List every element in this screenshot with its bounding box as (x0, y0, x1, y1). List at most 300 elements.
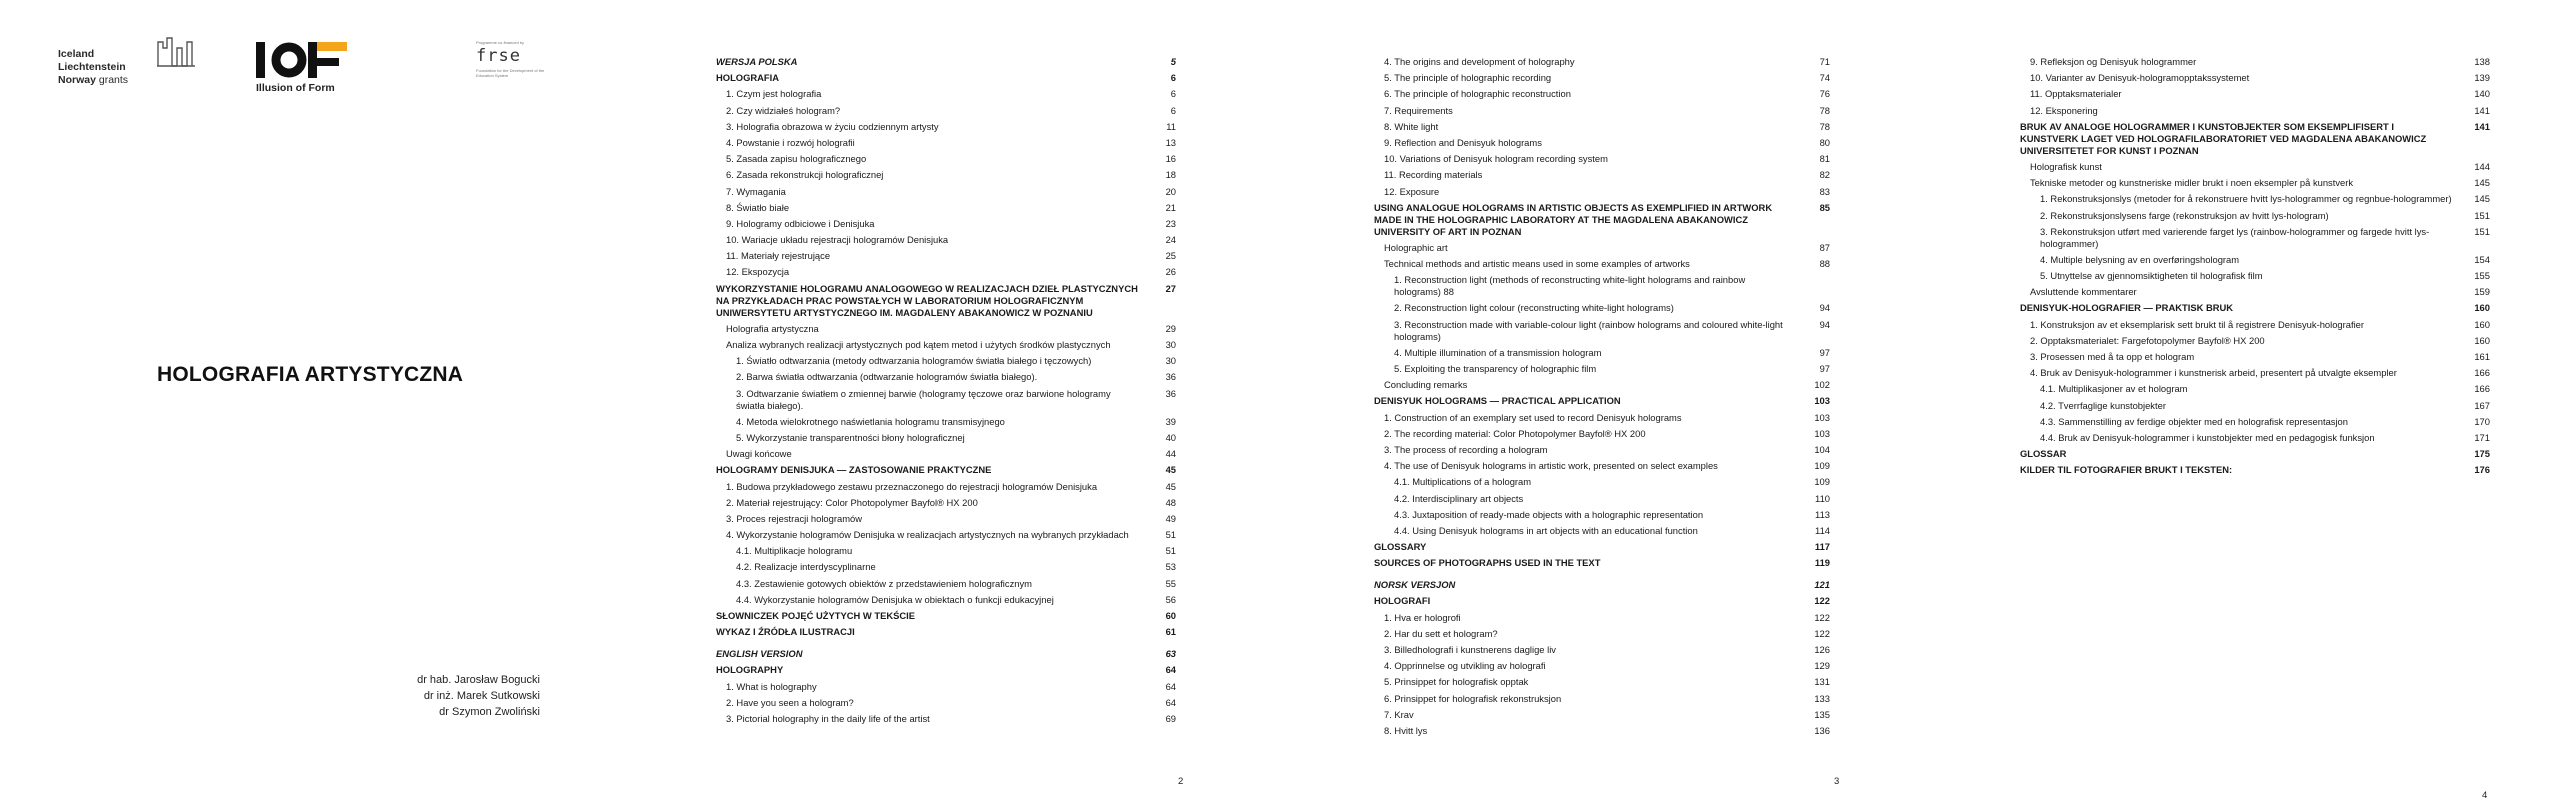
toc-entry-page: 64 (1165, 664, 1176, 676)
toc-entry-page: 145 (2474, 177, 2490, 189)
toc-entry (716, 323, 1176, 335)
toc-section-heading (716, 56, 1176, 68)
toc-entry-page: 36 (1165, 371, 1176, 383)
toc-entry-page: 121 (1814, 579, 1830, 591)
toc-entry (716, 169, 1176, 181)
author-1: dr hab. Jarosław Bogucki (417, 674, 540, 686)
toc-entry-title: 3. Proces rejestracji hologramów (726, 512, 862, 524)
toc-entry-page: 151 (2474, 225, 2490, 237)
toc-entry-page: 36 (1165, 387, 1176, 399)
toc-entry-title: Holographic art (1384, 241, 1448, 253)
toc-entry-title: 4.2. Realizacje interdyscyplinarne (736, 561, 876, 573)
toc-entry-title: 8. White light (1384, 120, 1439, 132)
toc-entry-title: 4. Metoda wielokrotnego naświetlania hologramu transmisyjnego (736, 415, 1005, 427)
toc-entry-page: 97 (1819, 346, 1830, 358)
toc-entry (2020, 367, 2490, 379)
toc-entry-page: 133 (1814, 692, 1830, 704)
toc-entry-page: 48 (1165, 496, 1176, 508)
toc-entry-page: 160 (2474, 318, 2490, 330)
toc-entry-page: 74 (1819, 72, 1830, 84)
toc-entry-page: 6 (1170, 72, 1176, 84)
toc-entry-title: 1. Reconstruction light (methods of reconstructing white-light holograms and rainbow holograms) 88 (1394, 274, 1746, 298)
toc-entry-page: 60 (1165, 610, 1176, 621)
toc-entry-title: 3. Rekonstruksjon utført med varierende farget lys (rainbow-hologrammer og fargede hvitt lys-hologrammer) (2040, 225, 2430, 249)
toc-entry (716, 202, 1176, 214)
toc-entry-title: 4. Wykorzystanie hologramów Denisjuka w realizacjach artystycznych na wybranych przykładach (726, 529, 1129, 541)
toc-section-heading (1374, 202, 1830, 238)
toc-entry (716, 432, 1176, 444)
toc-entry-title: 4.1. Multiplications of a hologram (1394, 476, 1532, 488)
frse-mark: frse (476, 46, 521, 66)
toc-entry (1374, 476, 1830, 488)
toc-entry-title: SŁOWNICZEK POJĘĆ UŻYTYCH W TEKŚCIE (716, 610, 915, 621)
toc-entry-title: 4.1. Multiplikacje hologramu (736, 545, 853, 557)
toc-entry (2020, 161, 2490, 173)
toc-entry (2020, 193, 2490, 205)
toc-entry (2020, 383, 2490, 395)
toc-entry-title: HOLOGRAFIA (716, 72, 780, 84)
toc-entry-page: 6 (1170, 104, 1176, 116)
toc-entry (2020, 105, 2490, 117)
toc-entry-title: USING ANALOGUE HOLOGRAMS IN ARTISTIC OBJECTS AS EXEMPLIFIED IN ARTWORK MADE IN THE HOLOGRAPHIC LABORATORY AT THE MAGDALENA ABAKANOWICZ UNIVERSITY OF ART IN POZNAN (1374, 201, 1773, 237)
toc-entry (1374, 258, 1830, 270)
toc-entry-title: 4.2. Tverrfaglige kunstobjekter (2040, 399, 2166, 411)
toc-entry (716, 388, 1176, 412)
toc-entry-page: 102 (1814, 379, 1830, 391)
author-2: dr inż. Marek Sutkowski (423, 690, 540, 702)
toc-entry-title: Avsluttende kommentarer (2030, 286, 2137, 298)
toc-entry (716, 121, 1176, 133)
toc-section-heading (1374, 579, 1830, 591)
toc-entry (716, 339, 1176, 351)
toc-entry-page: 154 (2474, 253, 2490, 265)
toc-entry-title: 4.2. Interdisciplinary art objects (1394, 492, 1524, 504)
toc-entry (716, 594, 1176, 606)
toc-entry-title: 2. Reconstruction light colour (reconstructing white-light holograms) (1394, 302, 1674, 314)
toc-entry (716, 371, 1176, 383)
toc-entry (1374, 347, 1830, 359)
toc-entry (1374, 186, 1830, 198)
toc-entry (1374, 379, 1830, 391)
toc-entry (2020, 88, 2490, 100)
toc-entry-title: 1. Hva er hologrofi (1384, 611, 1461, 623)
toc-entry-title: 1. Construction of an exemplary set used to record Denisyuk holograms (1384, 411, 1682, 423)
toc-entry-title: 11. Recording materials (1384, 169, 1483, 181)
authors-list (417, 672, 540, 720)
toc-entry (1374, 105, 1830, 117)
toc-entry-title: 2. Materiał rejestrujący: Color Photopolymer Bayfol® HX 200 (726, 496, 978, 508)
toc-entry-page: 94 (1819, 318, 1830, 330)
toc-entry-title: 5. Utnyttelse av gjennomsiktigheten til holografisk film (2040, 270, 2263, 282)
toc-entry-title: 3. The process of recording a hologram (1384, 443, 1548, 455)
toc-entry (716, 186, 1176, 198)
toc-section-heading (2020, 448, 2490, 460)
toc-entry-page: 145 (2474, 193, 2490, 205)
cover-page (0, 0, 690, 808)
toc-entry-title: 8. Światło białe (726, 201, 790, 213)
toc-list (1374, 56, 1830, 741)
toc-entry (1374, 153, 1830, 165)
page-number: 2 (1178, 776, 1184, 787)
toc-entry-title: 4. The use of Denisyuk holograms in artistic work, presented on select examples (1384, 460, 1718, 472)
toc-entry-page: 82 (1819, 169, 1830, 181)
toc-entry-page: 103 (1814, 427, 1830, 439)
toc-entry-page: 109 (1814, 460, 1830, 472)
toc-entry-title: 11. Opptaksmaterialer (2030, 88, 2122, 100)
toc-entry (716, 513, 1176, 525)
toc-entry-page: 110 (1815, 492, 1830, 504)
toc-entry-title: NORSK VERSJON (1374, 579, 1456, 591)
toc-entry-page: 49 (1165, 512, 1176, 524)
toc-entry-title: 1. Światło odtwarzania (metody odtwarzania hologramów światła białego i tęczowych) (736, 355, 1092, 367)
toc-entry-page: 44 (1165, 448, 1176, 460)
toc-entry-title: 7. Krav (1384, 708, 1414, 720)
toc-entry (716, 218, 1176, 230)
toc-entry-title: 2. Czy widziałeś hologram? (726, 104, 841, 116)
toc-entry-page: 13 (1165, 136, 1176, 148)
toc-entry-title: 4.3. Sammenstilling av ferdige objekter med en holografisk representasjon (2040, 415, 2348, 427)
toc-entry-title: 4. Powstanie i rozwój holografii (726, 136, 855, 148)
toc-entry-title: 4. Multiple belysning av en overføringshologram (2040, 253, 2240, 265)
toc-entry (1374, 660, 1830, 672)
eea-line-grants: grants (98, 74, 129, 86)
toc-entry (1374, 169, 1830, 181)
toc-entry-title: 7. Wymagania (726, 185, 786, 197)
toc-entry (716, 697, 1176, 709)
toc-entry-title: 3. Prosessen med å ta opp et hologram (2030, 351, 2195, 362)
toc-entry-page: 85 (1819, 201, 1830, 213)
frse-caption: Programme co-financed by (476, 40, 525, 45)
sponsor-logos (58, 34, 558, 104)
toc-entry-page: 87 (1819, 241, 1830, 253)
toc-entry-title: 8. Hvitt lys (1384, 724, 1428, 736)
toc-entry-page: 71 (1819, 56, 1830, 67)
toc-entry-title: Technical methods and artistic means used in some examples of artworks (1384, 258, 1690, 270)
toc-entry-page: 16 (1165, 153, 1176, 165)
toc-entry-page: 30 (1165, 355, 1176, 367)
toc-entry (716, 545, 1176, 557)
toc-entry-page: 27 (1165, 282, 1176, 294)
toc-entry (2020, 270, 2490, 282)
frse-subtitle: Foundation for the Development of the Education System (476, 68, 545, 78)
toc-entry (1374, 274, 1830, 298)
toc-entry-page: 139 (2474, 72, 2490, 84)
toc-entry-page: 138 (2474, 56, 2490, 67)
toc-entry (1374, 676, 1830, 688)
toc-entry (716, 578, 1176, 590)
toc-section-heading (716, 464, 1176, 476)
toc-entry-title: 3. Reconstruction made with variable-colour light (rainbow holograms and coloured white-light holograms) (1394, 318, 1783, 342)
toc-section-heading (1374, 557, 1830, 569)
toc-entry-page: 45 (1165, 480, 1176, 492)
toc-entry-title: SOURCES OF PHOTOGRAPHS USED IN THE TEXT (1374, 557, 1601, 569)
toc-entry-page: 94 (1819, 302, 1830, 314)
toc-entry (1374, 88, 1830, 100)
toc-entry-page: 135 (1814, 708, 1830, 720)
toc-entry (1374, 56, 1830, 68)
frse-logo (476, 40, 546, 91)
toc-entry-page: 136 (1814, 724, 1830, 736)
toc-entry-page: 23 (1165, 217, 1176, 229)
toc-entry-page: 117 (1814, 541, 1830, 553)
toc-entry (2020, 400, 2490, 412)
toc-entry-page: 11 (1166, 120, 1176, 132)
toc-entry-title: 3. Pictorial holography in the daily life of the artist (726, 712, 930, 724)
toc-entry (1374, 444, 1830, 456)
toc-entry-title: 6. Prinsippet for holografisk rekonstruksjon (1384, 692, 1562, 704)
toc-entry (716, 105, 1176, 117)
toc-entry-title: 2. Opptaksmaterialet: Fargefotopolymer Bayfol® HX 200 (2030, 334, 2265, 346)
toc-entry-title: 3. Odtwarzanie światłem o zmiennej barwie (hologramy tęczowe oraz barwione hologramy światła białego). (736, 387, 1111, 411)
toc-entry-page: 140 (2474, 88, 2490, 100)
toc-entry-page: 80 (1819, 136, 1830, 148)
toc-entry (2020, 351, 2490, 363)
toc-entry (1374, 725, 1830, 737)
toc-entry (2020, 210, 2490, 222)
toc-entry (1374, 644, 1830, 656)
toc-entry (716, 416, 1176, 428)
toc-entry-title: 7. Requirements (1384, 104, 1453, 116)
toc-entry-page: 113 (1815, 508, 1830, 520)
toc-entry (1374, 428, 1830, 440)
toc-entry-page: 51 (1165, 545, 1176, 557)
toc-entry-page: 53 (1165, 561, 1176, 573)
toc-entry-title: 9. Reflection and Denisyuk holograms (1384, 136, 1542, 148)
toc-entry-title: 2. Har du sett et hologram? (1384, 627, 1498, 639)
toc-entry (1374, 628, 1830, 640)
toc-entry-page: 126 (1814, 644, 1830, 655)
toc-entry-title: 4. The origins and development of holography (1384, 56, 1575, 67)
toc-entry-title: GLOSSAR (2020, 448, 2067, 460)
toc-entry (1374, 302, 1830, 314)
toc-entry (1374, 121, 1830, 133)
toc-entry (2020, 72, 2490, 84)
toc-entry-title: 10. Varianter av Denisyuk-hologramopptakssystemet (2030, 72, 2250, 84)
iof-mark-icon (256, 42, 352, 80)
toc-entry-title: 1. Konstruksjon av et eksemplarisk sett brukt til å registrere Denisyuk-holografier (2030, 318, 2364, 330)
illusion-of-form-logo (256, 42, 366, 102)
toc-section-heading (716, 610, 1176, 622)
toc-entry-title: 5. Wykorzystanie transparentności błony holograficznej (736, 431, 965, 443)
toc-entry (716, 137, 1176, 149)
toc-entry-page: 151 (2474, 209, 2490, 221)
toc-entry-title: 4.1. Multiplikasjoner av et hologram (2040, 383, 2188, 395)
page-number: 4 (2482, 790, 2488, 801)
author-3: dr Szymon Zwoliński (439, 706, 540, 718)
toc-entry-page: 30 (1165, 339, 1176, 350)
iof-label: Illusion of Form (256, 82, 335, 94)
toc-page-4 (2020, 0, 2550, 808)
toc-section-heading (716, 283, 1176, 319)
toc-entry (716, 497, 1176, 509)
toc-entry (716, 713, 1176, 725)
toc-entry-page: 167 (2474, 399, 2490, 411)
toc-entry-page: 160 (2474, 334, 2490, 346)
toc-entry-page: 18 (1165, 169, 1176, 181)
toc-entry-page: 176 (2474, 464, 2490, 476)
toc-entry-title: 4. Bruk av Denisyuk-hologrammer i kunstnerisk arbeid, presentert på utvalgte eksempler (2030, 367, 2397, 379)
toc-entry-page: 81 (1819, 153, 1830, 165)
toc-entry-title: 5. The principle of holographic recording (1384, 72, 1552, 84)
toc-entry-page: 141 (2474, 104, 2490, 116)
toc-entry-title: 4.3. Zestawienie gotowych obiektów z przedstawieniem holograficznym (736, 577, 1032, 589)
toc-entry-title: Analiza wybranych realizacji artystycznych pod kątem metod i użytych środków plastycznych (726, 339, 1111, 350)
toc-entry (716, 561, 1176, 573)
toc-entry-title: HOLOGRAFI (1374, 595, 1431, 607)
toc-entry-title: 3. Billedholografi i kunstnerens daglige liv (1384, 644, 1556, 655)
toc-entry-page: 64 (1165, 680, 1176, 692)
toc-section-heading (1374, 395, 1830, 407)
toc-entry-title: DENISYUK HOLOGRAMS — PRACTICAL APPLICATION (1374, 395, 1621, 407)
toc-entry-title: 9. Hologramy odbiciowe i Denisjuka (726, 217, 875, 229)
eea-line-liechtenstein: Liechtenstein (58, 61, 126, 73)
toc-entry (2020, 319, 2490, 331)
toc-entry (716, 88, 1176, 100)
toc-entry-title: 5. Zasada zapisu holograficznego (726, 153, 867, 165)
toc-entry (1374, 612, 1830, 624)
toc-entry-page: 122 (1814, 611, 1830, 623)
toc-entry (716, 234, 1176, 246)
cover-title: HOLOGRAFIA ARTYSTYCZNA (157, 363, 464, 386)
toc-entry-page: 26 (1165, 266, 1176, 278)
toc-entry (1374, 525, 1830, 537)
toc-entry-page: 166 (2474, 383, 2490, 395)
toc-entry-page: 160 (2474, 302, 2490, 314)
eea-line-norway: Norway (58, 74, 96, 86)
toc-entry-title: 11. Materiały rejestrujące (726, 250, 831, 262)
toc-entry-page: 24 (1165, 234, 1176, 246)
toc-entry-page: 170 (2474, 415, 2490, 427)
toc-page-3 (1360, 0, 1940, 808)
toc-section-heading (2020, 121, 2490, 157)
toc-entry-title: 6. The principle of holographic reconstruction (1384, 88, 1571, 100)
toc-entry-page: 155 (2474, 270, 2490, 282)
toc-entry-title: 6. Zasada rekonstrukcji holograficznej (726, 169, 884, 181)
toc-entry-title: HOLOGRAPHY (716, 664, 784, 676)
toc-section-heading (716, 626, 1176, 638)
toc-entry-page: 141 (2474, 120, 2490, 132)
toc-entry (2020, 226, 2490, 250)
toc-entry-title: WYKORZYSTANIE HOLOGRAMU ANALOGOWEGO W REALIZACJACH DZIEŁ PLASTYCZNYCH NA PRZYKŁADACH PRAC POWSTAŁYCH W LABORATORIUM HOLOGRAFICZNYM UNIWERSYTETU ARTYSTYCZNEGO IM. MAGDALENY ABAKANOWICZ W POZNANIU (716, 282, 1138, 318)
toc-entry-title: 5. Exploiting the transparency of holographic film (1394, 363, 1597, 374)
toc-entry (1374, 319, 1830, 343)
toc-entry-title: KILDER TIL FOTOGRAFIER BRUKT I TEKSTEN: (2020, 464, 2233, 476)
toc-entry-page: 51 (1165, 529, 1176, 541)
toc-entry-page: 20 (1165, 185, 1176, 197)
toc-entry-page: 76 (1819, 88, 1830, 100)
toc-entry (2020, 286, 2490, 298)
toc-entry-page: 159 (2474, 286, 2490, 298)
toc-entry-page: 29 (1165, 322, 1176, 334)
toc-entry-title: Holografisk kunst (2030, 160, 2102, 172)
toc-entry-page: 25 (1165, 250, 1176, 262)
toc-page-2 (700, 0, 1270, 808)
toc-entry (1374, 493, 1830, 505)
toc-entry-title: Concluding remarks (1384, 379, 1468, 391)
toc-entry (716, 481, 1176, 493)
toc-entry (2020, 335, 2490, 347)
page-number: 3 (1834, 776, 1840, 787)
toc-entry-page: 119 (1814, 557, 1830, 569)
toc-entry (1374, 709, 1830, 721)
toc-entry-page: 45 (1165, 464, 1176, 476)
eea-grants-icon (156, 34, 196, 68)
toc-entry (1374, 72, 1830, 84)
toc-section-heading (2020, 302, 2490, 314)
toc-entry-title: 4. Multiple illumination of a transmission hologram (1394, 346, 1602, 358)
toc-entry-page: 97 (1819, 363, 1830, 374)
toc-entry (1374, 363, 1830, 375)
toc-entry-page: 122 (1814, 595, 1830, 607)
toc-entry-page: 56 (1165, 593, 1176, 605)
toc-entry-page: 78 (1819, 120, 1830, 132)
toc-section-heading (1374, 595, 1830, 607)
toc-entry-title: Uwagi końcowe (726, 448, 792, 460)
toc-entry-page: 171 (2474, 431, 2490, 443)
toc-list (2020, 56, 2490, 481)
toc-entry (1374, 412, 1830, 424)
toc-entry-title: 4.4. Using Denisyuk holograms in art objects with an educational function (1394, 524, 1698, 536)
toc-entry-title: 10. Wariacje układu rejestracji hologramów Denisjuka (726, 234, 949, 246)
eea-grants-logo (58, 34, 208, 98)
toc-entry-page: 122 (1814, 627, 1830, 639)
toc-entry-title: 12. Exposure (1384, 185, 1440, 197)
toc-entry (1374, 137, 1830, 149)
toc-entry (1374, 509, 1830, 521)
toc-section-heading (716, 72, 1176, 84)
toc-entry-page: 61 (1165, 626, 1176, 638)
toc-entry-title: 1. Rekonstruksjonslys (metoder for å rekonstruere hvitt lys-hologrammer og regnbue-hologrammer) (2040, 193, 2452, 205)
toc-entry-page: 64 (1165, 696, 1176, 708)
toc-entry (716, 266, 1176, 278)
toc-entry (716, 448, 1176, 460)
toc-entry-title: GLOSSARY (1374, 541, 1427, 553)
toc-list (716, 56, 1176, 729)
toc-entry (2020, 416, 2490, 428)
toc-entry-page: 5 (1170, 56, 1176, 67)
toc-entry-page: 83 (1819, 185, 1830, 197)
toc-entry (1374, 460, 1830, 472)
toc-entry-title: HOLOGRAMY DENISJUKA — ZASTOSOWANIE PRAKTYCZNE (716, 464, 992, 476)
toc-entry-title: 2. Rekonstruksjonslysens farge (rekonstruksjon av hvitt lys-hologram) (2040, 209, 2329, 221)
toc-entry-title: 4. Opprinnelse og utvikling av holografi (1384, 660, 1546, 672)
toc-entry-page: 175 (2474, 448, 2490, 460)
toc-entry-title: 2. Have you seen a hologram? (726, 696, 854, 708)
toc-entry-page: 161 (2474, 351, 2490, 362)
toc-entry-page: 6 (1170, 88, 1176, 100)
toc-entry-page: 129 (1814, 660, 1830, 672)
toc-entry-title: 1. Czym jest holografia (726, 88, 822, 100)
toc-entry (2020, 254, 2490, 266)
toc-entry-title: 1. What is holography (726, 680, 817, 692)
toc-entry-title: 12. Ekspozycja (726, 266, 790, 278)
toc-entry-title: 2. Barwa światła odtwarzania (odtwarzanie hologramów światła białego). (736, 371, 1038, 383)
toc-entry (716, 153, 1176, 165)
toc-entry-page: 166 (2474, 367, 2490, 379)
toc-entry (716, 529, 1176, 541)
toc-entry-title: ENGLISH VERSION (716, 648, 803, 660)
eea-line-iceland: Iceland (58, 48, 95, 60)
toc-entry-title: BRUK AV ANALOGE HOLOGRAMMER I KUNSTOBJEKTER SOM EKSEMPLIFISERT I KUNSTVERK LAGET VED HOLOGRAFILABORATORIET VED MAGDALENA ABAKANOWICZ UNIVERSITETET FOR KUNST I POZNAN (2020, 120, 2427, 156)
toc-section-heading (716, 648, 1176, 660)
toc-entry-title: 3. Holografia obrazowa w życiu codziennym artysty (726, 120, 939, 132)
toc-entry-page: 104 (1814, 443, 1830, 455)
toc-entry (2020, 56, 2490, 68)
toc-entry-title: 2. The recording material: Color Photopolymer Bayfol® HX 200 (1384, 427, 1646, 439)
toc-entry-title: 12. Eksponering (2030, 104, 2098, 116)
toc-entry-page: 63 (1165, 648, 1176, 660)
toc-entry-title: WYKAZ I ŹRÓDŁA ILUSTRACJI (716, 626, 855, 638)
